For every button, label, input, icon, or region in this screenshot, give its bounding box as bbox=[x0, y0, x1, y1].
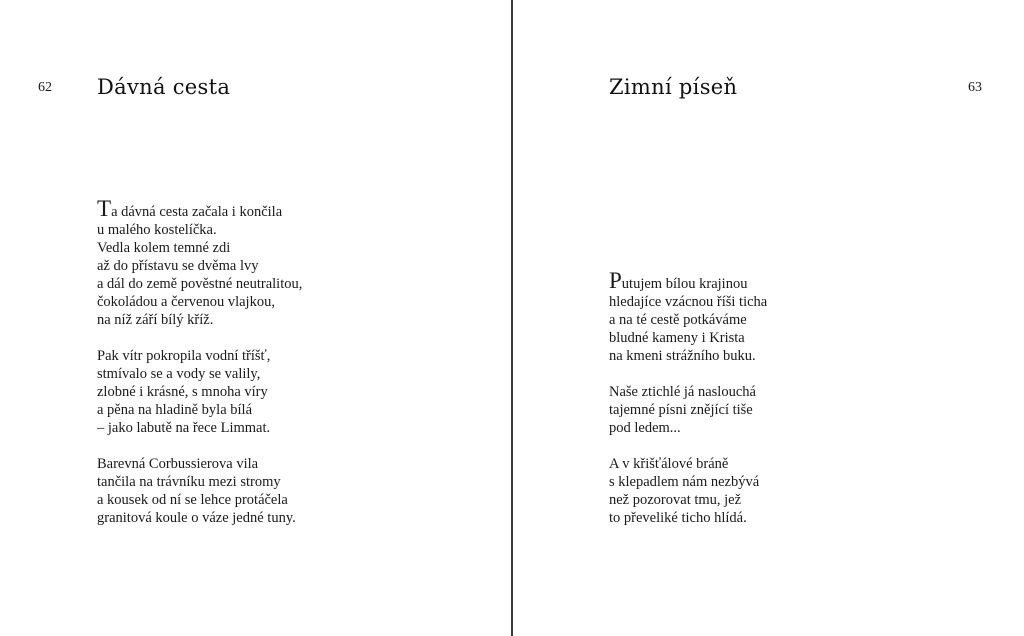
poem-line: Naše ztichlé já naslouchá bbox=[609, 384, 756, 400]
poem-line: než pozorovat tmu, jež bbox=[609, 492, 742, 508]
poem-body bbox=[97, 196, 303, 527]
poem-line: tajemné písni znějící tiše bbox=[609, 402, 753, 418]
poem-line: u malého kostelíčka. bbox=[97, 222, 217, 238]
drop-cap: T bbox=[97, 196, 112, 221]
page-gutter bbox=[511, 0, 513, 636]
stanza bbox=[97, 347, 302, 437]
poem-line: to převeliké ticho hlídá. bbox=[609, 510, 747, 526]
poem-line: tančila na trávníku mezi stromy bbox=[97, 474, 281, 490]
stanza bbox=[97, 196, 303, 329]
poem-title: Dávná cesta bbox=[97, 75, 231, 99]
poem-line: a pěna na hladině byla bílá bbox=[97, 402, 253, 418]
poem-line: a na té cestě potkáváme bbox=[609, 312, 747, 328]
poem-title: Zimní píseň bbox=[609, 75, 738, 99]
poem-line: Ta dávná cesta začala i končila bbox=[97, 196, 283, 221]
stanza bbox=[97, 455, 302, 527]
poem-line: a dál do země pověstné neutralitou, bbox=[97, 276, 303, 292]
page-number: 62 bbox=[38, 80, 52, 95]
poem-line: hledajíce vzácnou říši ticha bbox=[609, 294, 768, 310]
poem-body bbox=[609, 268, 768, 527]
poem-line: pod ledem... bbox=[609, 420, 681, 436]
poem-line: granitová koule o váze jedné tuny. bbox=[97, 510, 296, 526]
drop-cap: P bbox=[609, 268, 622, 293]
poem-line: Barevná Corbussierova vila bbox=[97, 456, 259, 472]
poem-line: zlobné i krásné, s mnoha víry bbox=[97, 384, 268, 400]
stanza bbox=[609, 455, 767, 527]
poem-line: bludné kameny i Krista bbox=[609, 330, 745, 346]
page-number: 63 bbox=[968, 80, 982, 95]
poem-line: na níž září bílý kříž. bbox=[97, 312, 214, 328]
poem-line: Vedla kolem temné zdi bbox=[97, 240, 231, 256]
poem-line: Putujem bílou krajinou bbox=[609, 268, 748, 293]
stanza bbox=[609, 383, 767, 437]
poem-line: A v křišťálové bráně bbox=[609, 456, 729, 472]
poem-line: až do přístavu se dvěma lvy bbox=[97, 258, 259, 274]
poem-line: stmívalo se a vody se valily, bbox=[97, 366, 261, 382]
poem-line: na kmeni strážního buku. bbox=[609, 348, 756, 364]
poem-line: – jako labutě na řece Limmat. bbox=[97, 420, 271, 436]
poem-line: a kousek od ní se lehce protáčela bbox=[97, 492, 288, 508]
poem-line: s klepadlem nám nezbývá bbox=[609, 474, 760, 490]
stanza bbox=[609, 268, 768, 365]
poem-line: čokoládou a červenou vlajkou, bbox=[97, 294, 275, 310]
poem-line: Pak vítr pokropila vodní tříšť, bbox=[97, 348, 271, 364]
